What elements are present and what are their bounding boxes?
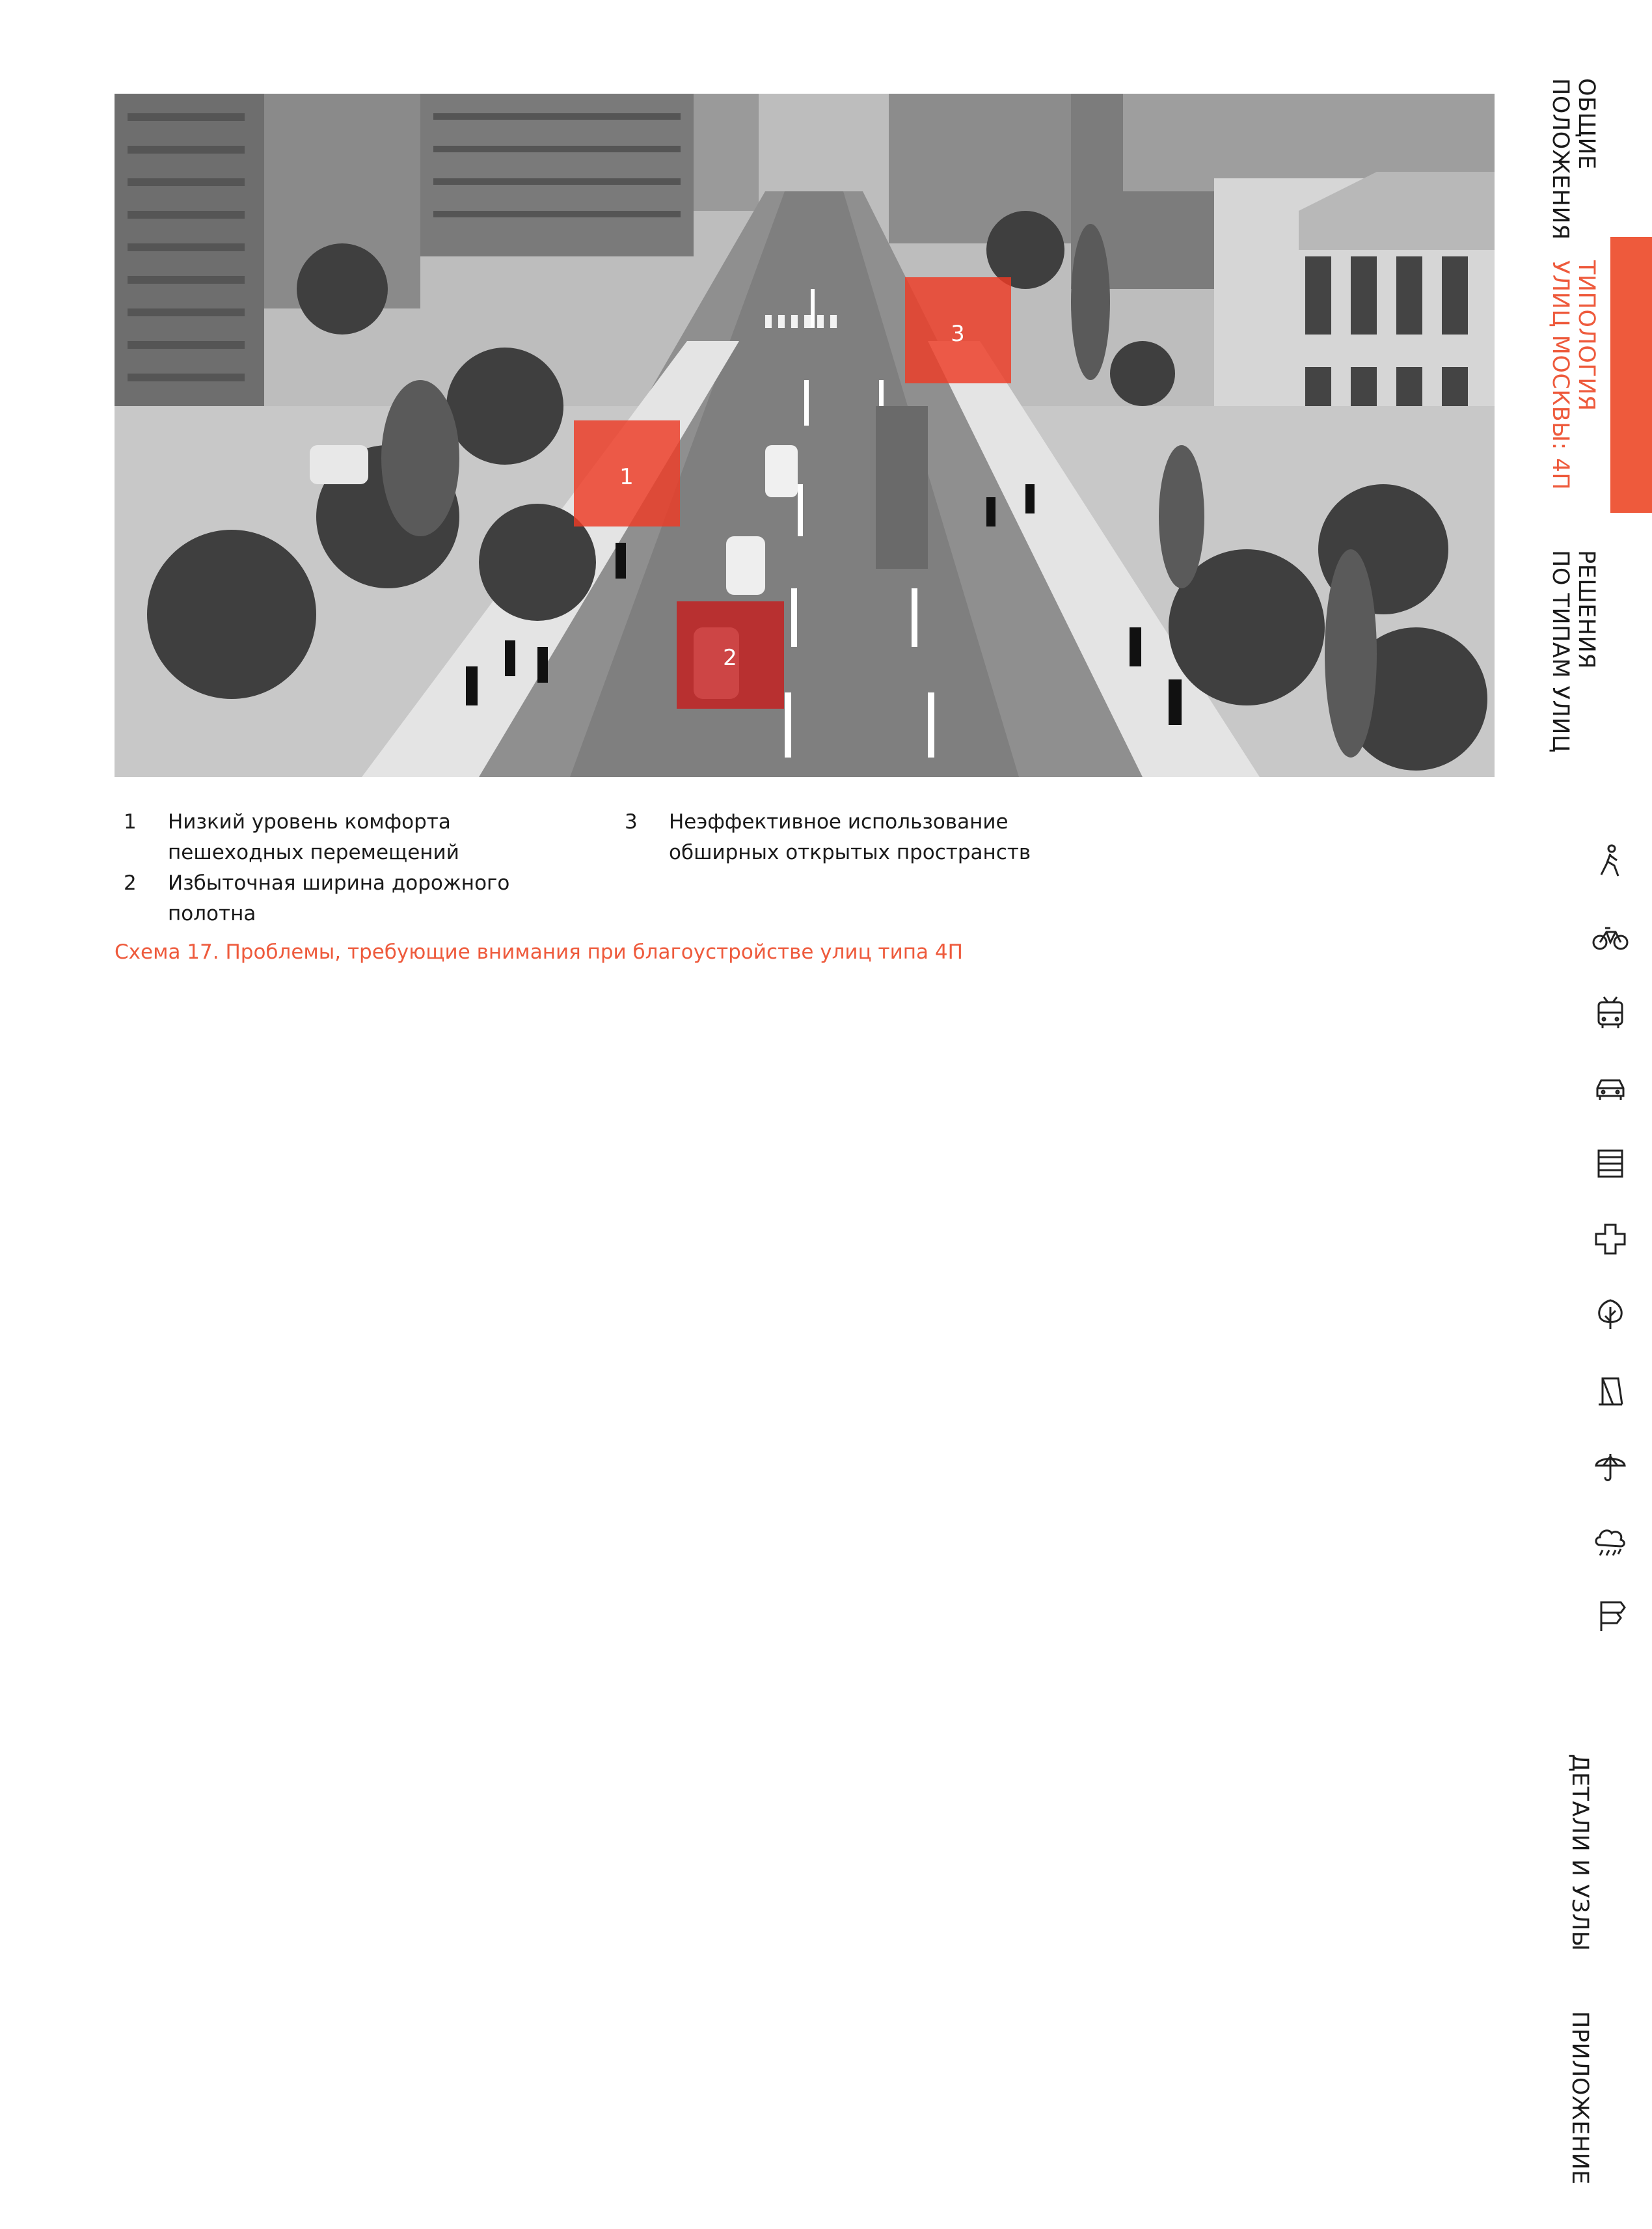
legend-column-left [115,807,622,929]
rain-cloud-icon[interactable] [1592,1523,1629,1559]
nav-section-typology[interactable]: ТИПОЛОГИЯ УЛИЦ МОСКВЫ: 4П [1547,260,1599,491]
legend-item-3 [616,807,1136,868]
nav-section-details[interactable]: ДЕТАЛИ И УЗЛЫ [1567,1754,1593,1952]
trolleybus-icon[interactable] [1592,994,1629,1031]
tree-icon[interactable] [1592,1296,1629,1333]
active-section-highlight [1610,237,1652,513]
street-illustration [115,94,1495,777]
nav-section-solutions[interactable]: РЕШЕНИЯ ПО ТИПАМ УЛИЦ [1547,550,1599,753]
cross-icon[interactable] [1592,1221,1629,1257]
pedestrian-icon[interactable] [1592,843,1629,880]
umbrella-icon[interactable] [1592,1447,1629,1484]
legend-number: 1 [124,810,137,834]
marker-1-label: 1 [619,464,634,490]
street-scene [115,94,1495,777]
figure-caption: Схема 17. Проблемы, требующие внимания при благоустройстве улиц типа 4П [115,940,963,964]
car-icon[interactable] [1592,1070,1629,1106]
legend-text: Избыточная ширина дорожного полотна [168,871,510,925]
legend-text: Низкий уровень комфорта пешеходных перемещений [168,810,459,864]
legend-number: 2 [124,871,137,895]
legend-item-2 [115,868,622,929]
nav-section-appendix[interactable]: ПРИЛОЖЕНИЕ [1567,2011,1593,2185]
legend-column-right [616,807,1136,868]
legend-item-1 [115,807,622,868]
marker-2-label: 2 [723,645,737,671]
legend-number: 3 [625,810,638,834]
nav-section-general[interactable]: ОБЩИЕ ПОЛОЖЕНИЯ [1547,78,1599,240]
bicycle-icon[interactable] [1592,919,1629,955]
lamp-icon[interactable] [1592,1372,1629,1408]
marker-3-label: 3 [951,321,965,347]
legend-text: Неэффективное использование обширных открытых пространств [669,810,1031,864]
signage-icon[interactable] [1592,1598,1629,1635]
layers-icon[interactable] [1592,1145,1629,1182]
